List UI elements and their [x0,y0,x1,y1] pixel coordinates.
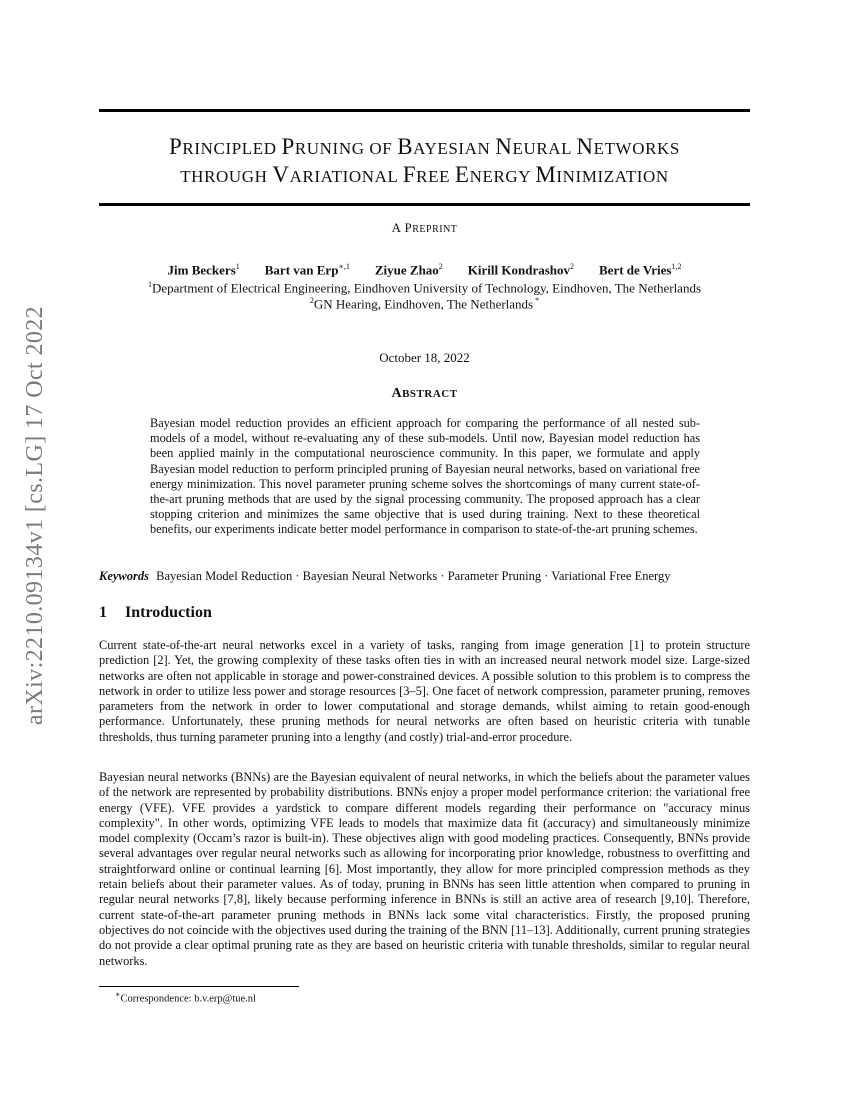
affiliation-2: $^2$GN Hearing, Eindhoven, The Netherlands * [309,296,540,312]
author: Bert de Vries$^{1,2}$ [599,262,682,278]
author: Kirill Kondrashov$^2$ [467,262,575,278]
preprint-label: A PREPRINT [391,220,458,235]
title-top-rule [99,109,750,112]
keywords [99,569,750,584]
abstract-heading: ABSTRACT [391,386,458,401]
publication-date: October 18, 2022 [379,350,470,365]
section-number: 1 [99,604,107,621]
author-list [99,262,750,278]
keywords-label: Keywords [99,569,149,583]
section-title: Introduction [125,604,212,621]
body-paragraph: Bayesian neural networks (BNNs) are the Bayesian equivalent of neural networks, in which the beliefs about the parameter values of the network are represented by probability distributions. BNNs enjoy a proper model performance criterion: the variational free energy (VFE). VFE provides a yardstick to compare different models regarding their performance on "accuracy minus complexity". In other words, optimizing VFE leads to models that maximize data fit (accuracy) and simultaneously minimize model complexity (Occam’s razor is built-in). These objectives align with good modeling practices. Consequently, BNNs provide several advantages over regular neural networks such as allowing for incorporating prior knowledge, robustness to overfitting and straightforward online or continual learning [6]. Most importantly, they allow for more principled compression methods as they retain beliefs about their parameter values. As of today, pruning in BNNs has seen little attention when compared to pruning in regular neural networks [7,8], likely because performing inference in BNNs is still an active area of research [9,10]. Therefore, current state-of-the-art parameter pruning methods in BNNs lack some vital characteristics. Firstly, the proposed pruning objectives do not coincide with the objectives used during the training of the BNN [11–13]. Additionally, current pruning strategies do not provide a clear optimal pruning rate as they are based on heuristic criteria with tunable thresholds, similar to regular neural networks. [99,770,750,968]
footnote-rule [99,986,299,987]
paper-title-line-2: THROUGH VARIATIONAL FREE ENERGY MINIMIZATION [180,162,669,187]
author: Ziyue Zhao$^2$ [374,262,443,278]
footnote: ∗Correspondence: b.v.erp@tue.nl [115,990,256,1005]
arxiv-identifier-stamp: arXiv:2210.09134v1 [cs.LG] 17 Oct 2022 [22,305,49,725]
paper-title-line-1: PRINCIPLED PRUNING OF BAYESIAN NEURAL NETWORKS [169,134,680,159]
body-paragraph: Current state-of-the-art neural networks excel in a variety of tasks, ranging from image generation [1] to protein structure prediction [2]. Yet, the growing complexity of these tasks often ties in with an increased neural network model size. Large-sized networks are often not applicable in storage and power-constrained devices. A possible solution to this problem is to compress the network in order to utilize less power and storage resources [3–5]. One facet of network compression, parameter pruning, removes parameters from the network in order to lower computational and storage demands, whilst aiming to retain good-enough performance. Unfortunately, these pruning methods for neural networks are often based on heuristic criteria with tunable thresholds, thus turning parameter pruning into a lengthy (and costly) trial-and-error procedure. [99,638,750,744]
abstract-text: Bayesian model reduction provides an efficient approach for comparing the performance of all nested sub-models of a model, without re-evaluating any of these sub-models. Until now, Bayesian model reduction has been applied mainly in the computational neuroscience community. In this paper, we formulate and apply Bayesian model reduction to perform principled pruning of Bayesian neural networks, based on variational free energy minimization. This novel parameter pruning scheme solves the shortcomings of many current state-of-the-art pruning methods that are used by the signal processing community. The proposed approach has a clear stopping criterion and minimizes the same objective that is used during training. Next to these theoretical benefits, our experiments indicate better model performance in comparison to state-of-the-art pruning schemes. [150,416,700,537]
author: Jim Beckers$^1$ [167,262,240,278]
affiliation-1: $^1$Department of Electrical Engineering, Eindhoven University of Technology, Eindhoven, The Netherlands [147,280,702,296]
title-bottom-rule [99,203,750,206]
section-heading [99,604,212,622]
author: Bart van Erp$^{∗,1}$ [264,262,350,278]
keywords-list: Bayesian Model Reduction · Bayesian Neural Networks · Parameter Pruning · Variational Free Energy [156,569,671,583]
